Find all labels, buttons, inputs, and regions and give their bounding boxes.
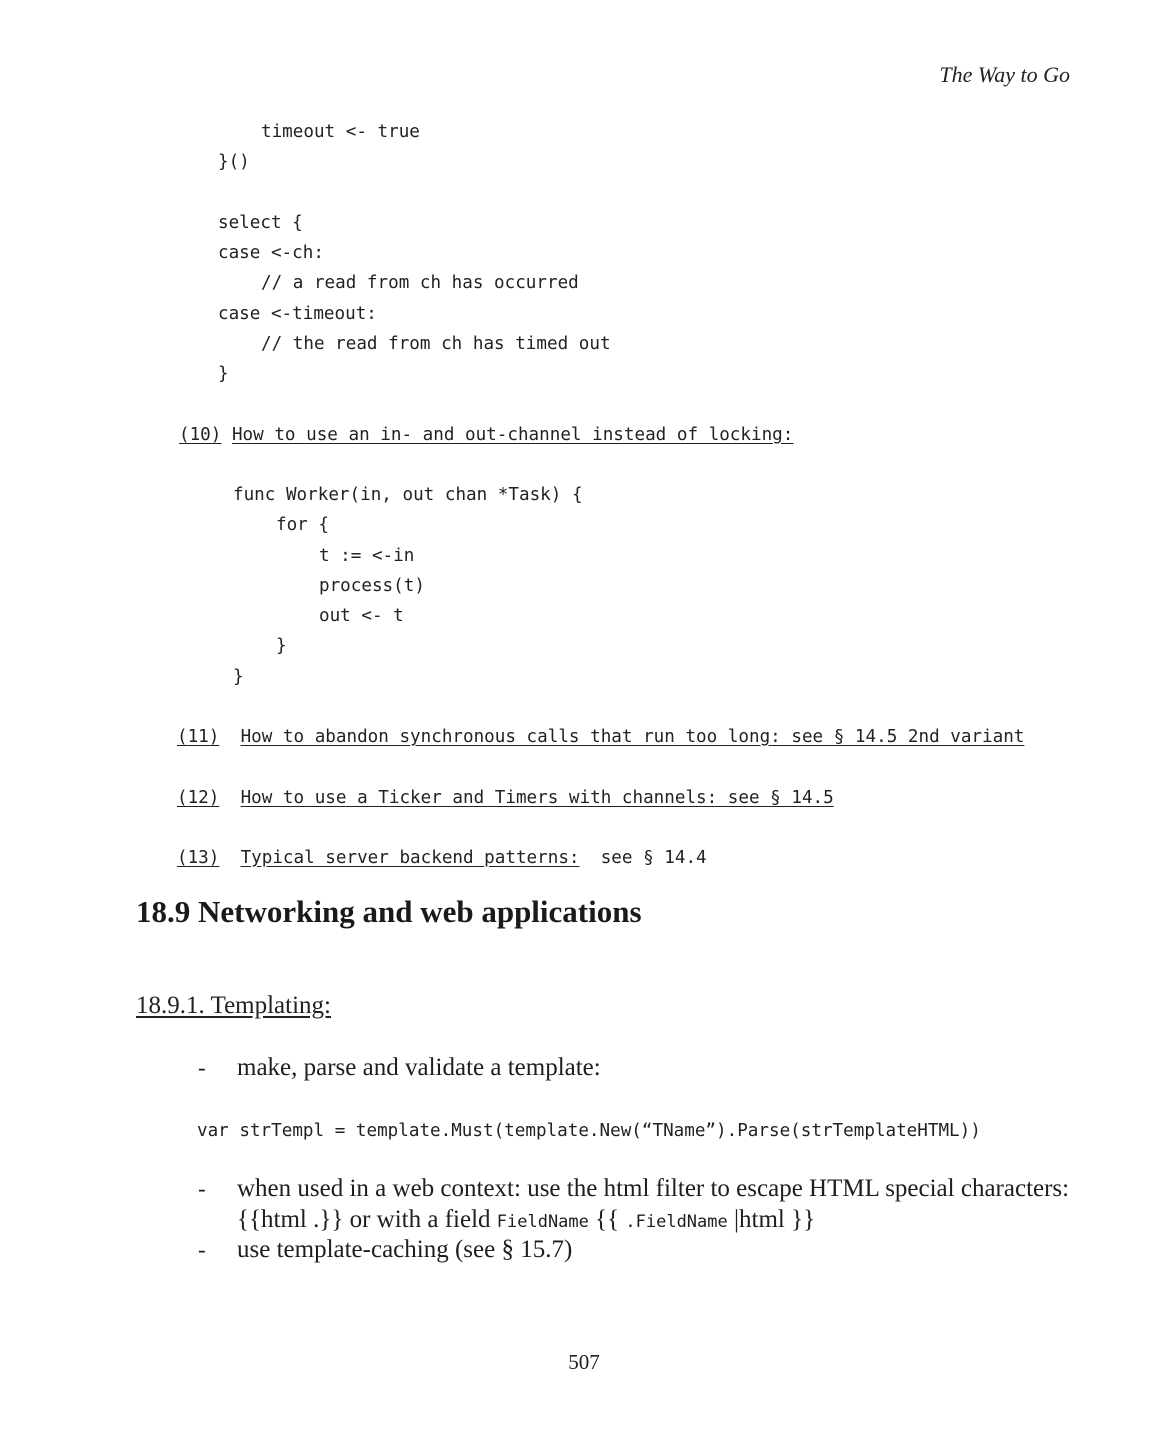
bullet-dash: - bbox=[198, 1237, 206, 1262]
item-text: Typical server backend patterns: bbox=[240, 848, 580, 868]
item-number: (10) bbox=[179, 425, 222, 445]
item-number: (13) bbox=[177, 848, 220, 868]
code-line: t := <-in bbox=[319, 546, 415, 566]
inline-code: .FieldName bbox=[625, 1212, 728, 1232]
code-line: }() bbox=[218, 152, 250, 172]
code-line: } bbox=[233, 667, 244, 687]
text: |html }} bbox=[727, 1206, 816, 1233]
item-text: How to abandon synchronous calls that run too long: see § 14.5 2nd variant bbox=[240, 727, 1025, 747]
page-number: 507 bbox=[568, 1350, 600, 1374]
bullet-dash: - bbox=[198, 1055, 206, 1080]
code-line: case <-ch: bbox=[218, 243, 324, 263]
text: {{html .}} or with a field bbox=[237, 1206, 497, 1233]
text: {{ bbox=[588, 1206, 626, 1233]
code-line: out <- t bbox=[319, 606, 404, 626]
section-heading: 18.9 Networking and web applications bbox=[136, 894, 642, 929]
code-line: select { bbox=[218, 213, 303, 233]
bullet-item-continuation bbox=[237, 1204, 815, 1238]
item-text: How to use a Ticker and Timers with channels: see § 14.5 bbox=[240, 788, 834, 808]
list-item-11 bbox=[177, 722, 1024, 752]
item-number: (12) bbox=[177, 788, 220, 808]
code-line: process(t) bbox=[319, 576, 425, 596]
item-text: How to use an in- and out-channel instead of locking: bbox=[231, 425, 794, 445]
code-line: // the read from ch has timed out bbox=[261, 334, 611, 354]
list-item-12 bbox=[177, 783, 834, 813]
bullet-item: when used in a web context: use the html filter to escape HTML special characters: bbox=[237, 1175, 1070, 1202]
code-line: var strTempl = template.Must(template.New(“TName”).Parse(strTemplateHTML)) bbox=[197, 1121, 981, 1141]
list-item-13 bbox=[177, 843, 707, 873]
code-line: timeout <- true bbox=[261, 122, 420, 142]
item-number: (11) bbox=[177, 727, 220, 747]
list-item-10 bbox=[179, 420, 793, 450]
bullet-item: use template-caching (see § 15.7) bbox=[237, 1236, 573, 1263]
code-line: // a read from ch has occurred bbox=[261, 273, 579, 293]
code-line: } bbox=[276, 636, 287, 656]
item-suffix: see § 14.4 bbox=[600, 848, 707, 868]
inline-code: FieldName bbox=[496, 1212, 589, 1232]
bullet-item: make, parse and validate a template: bbox=[237, 1054, 601, 1081]
code-line: func Worker(in, out chan *Task) { bbox=[233, 485, 583, 505]
code-line: case <-timeout: bbox=[218, 304, 377, 324]
code-line: } bbox=[218, 364, 229, 384]
subsection-heading: 18.9.1. Templating: bbox=[136, 992, 331, 1019]
bullet-dash: - bbox=[198, 1176, 206, 1201]
running-header: The Way to Go bbox=[939, 62, 1070, 87]
code-line: for { bbox=[276, 515, 329, 535]
